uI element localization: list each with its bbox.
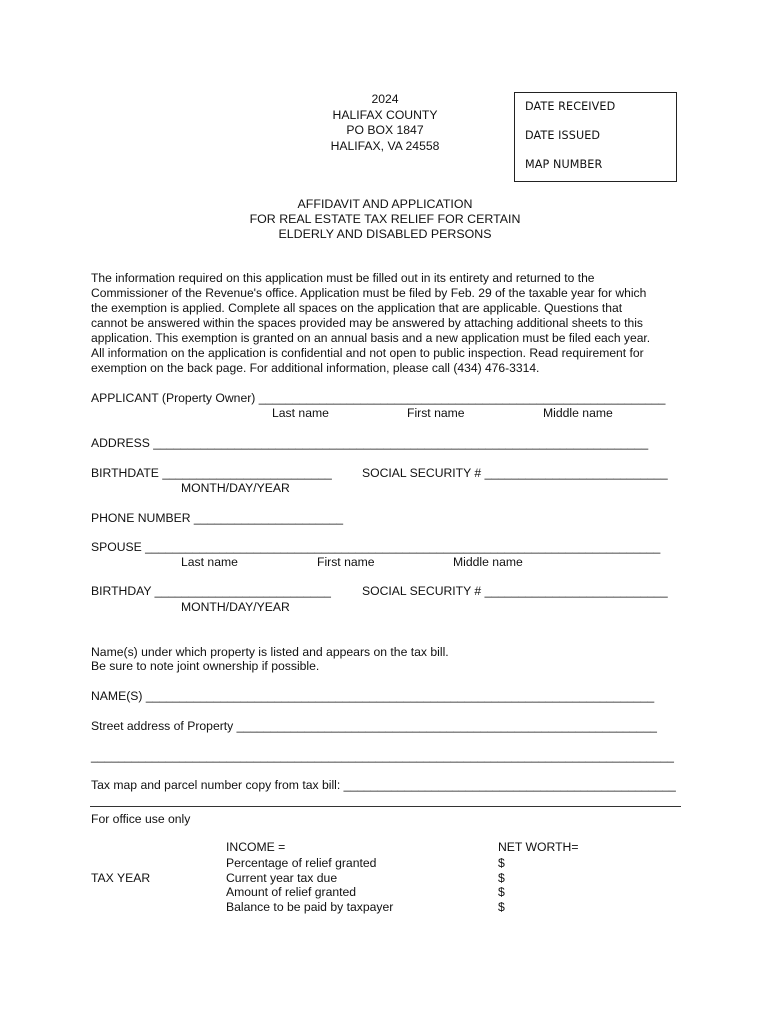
map-number-label: MAP NUMBER [525,158,603,171]
spouse-middle-name-label: Middle name [453,555,523,569]
intro-line: exemption on the back page. For additional information, please call (434) 476-3314. [91,361,540,375]
date-received-label: DATE RECEIVED [525,100,616,113]
street-address-continuation[interactable]: ______________________________________________________________________________________ [91,749,674,763]
birthday-format-label: MONTH/DAY/YEAR [181,600,290,614]
intro-line: application. This exemption is granted on an annual basis and a new application must be filed each year. [91,331,651,345]
spouse-ssn-field[interactable]: SOCIAL SECURITY # ___________________________ [362,584,668,598]
header-year: 2024 [371,92,399,106]
applicant-first-name-label: First name [407,406,465,420]
balance-due-label: Balance to be paid by taxpayer [226,900,394,914]
tax-map-parcel-field[interactable]: Tax map and parcel number copy from tax bill: _________________________________________________ [91,778,676,792]
spouse-last-name-label: Last name [181,555,238,569]
names-note-line-1: Name(s) under which property is listed and appears on the tax bill. [91,645,449,659]
county-header [305,92,465,154]
applicant-ssn-field[interactable]: SOCIAL SECURITY # ___________________________ [362,466,668,480]
net-worth-label: NET WORTH= [498,840,579,854]
intro-line: All information on the application is confidential and not open to public inspection. Read requirement for [91,346,644,360]
office-info-box [514,92,677,182]
birthdate-field[interactable]: BIRTHDATE _________________________ [91,466,332,480]
intro-line: Commissioner of the Revenue's office. Application must be filed by Feb. 29 of the taxable year for which [91,286,647,300]
address-field[interactable]: ADDRESS _________________________________________________________________________ [91,436,649,450]
dollar-sign: $ [498,871,505,885]
current-tax-due-label: Current year tax due [226,871,338,885]
phone-number-field[interactable]: PHONE NUMBER ______________________ [91,511,344,525]
title-line-1: AFFIDAVIT AND APPLICATION [297,197,473,211]
form-title [200,197,570,242]
intro-line: The information required on this application must be filled out in its entirety and returned to the [91,271,595,285]
intro-line: cannot be answered within the spaces provided may be answered by attaching additional sheets to this [91,316,643,330]
header-city: HALIFAX, VA 24558 [330,138,440,153]
names-note-line-2: Be sure to note joint ownership if possible. [91,659,320,673]
header-pobox: PO BOX 1847 [346,123,424,137]
dollar-sign: $ [498,885,505,899]
section-divider [90,806,681,807]
applicant-last-name-label: Last name [272,406,329,420]
spouse-birthday-field[interactable]: BIRTHDAY __________________________ [91,584,331,598]
title-line-2: FOR REAL ESTATE TAX RELIEF FOR CERTAIN [249,212,521,226]
header-county: HALIFAX COUNTY [332,107,438,122]
income-label: INCOME = [226,840,286,854]
intro-line: the exemption is applied. Complete all spaces on the application that are applicable. Questions that [91,301,623,315]
street-address-field[interactable]: Street address of Property ______________________________________________________________ [91,719,657,733]
date-issued-label: DATE ISSUED [525,129,601,142]
birthdate-format-label: MONTH/DAY/YEAR [181,481,290,495]
spouse-field[interactable]: SPOUSE ____________________________________________________________________________ [91,540,661,554]
relief-amount-label: Amount of relief granted [226,885,357,899]
dollar-sign: $ [498,900,505,914]
instructions-paragraph [91,271,691,376]
office-use-heading: For office use only [91,812,191,826]
names-field[interactable]: NAME(S) ___________________________________________________________________________ [91,689,655,703]
tax-year-label: TAX YEAR [91,871,151,885]
dollar-sign: $ [498,856,505,870]
title-line-3: ELDERLY AND DISABLED PERSONS [278,227,492,241]
applicant-field[interactable]: APPLICANT (Property Owner) ____________________________________________________________ [91,391,666,405]
applicant-middle-name-label: Middle name [543,406,613,420]
relief-percentage-label: Percentage of relief granted [226,856,377,870]
spouse-first-name-label: First name [317,555,375,569]
